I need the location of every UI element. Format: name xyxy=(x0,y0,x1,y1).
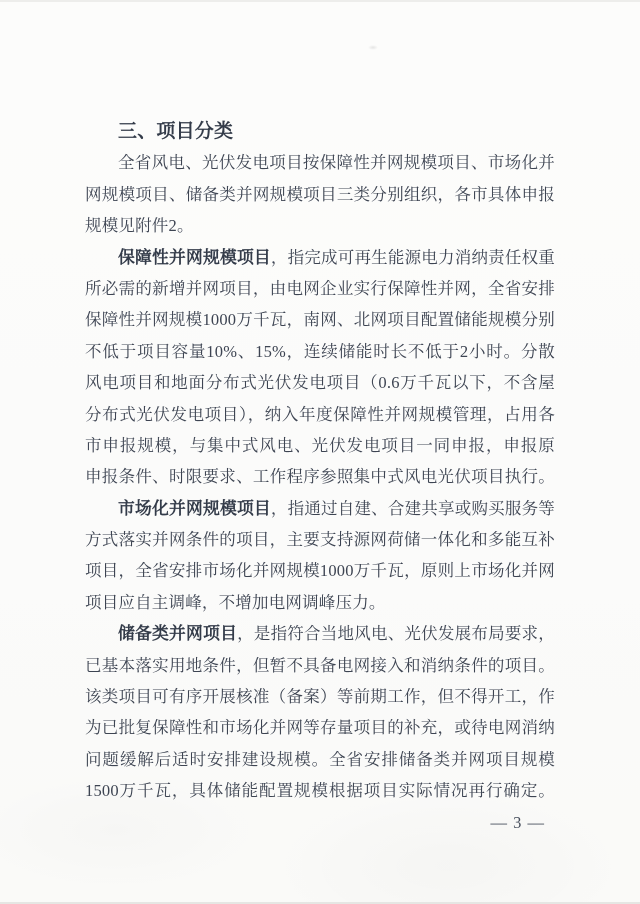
doc-line: 所必需的新增并网项目，由电网企业实行保障性并网，全省安排 xyxy=(85,278,555,298)
doc-line-text: ，是指符合当地风电、光伏发展布局要求， xyxy=(237,624,555,644)
doc-line: 分布式光伏发电项目），纳入年度保障性并网规模管理，占用各 xyxy=(85,404,555,424)
doc-line xyxy=(85,493,555,524)
doc-line: 问题缓解后适时安排建设规模。全省安排储备类并网项目规模 xyxy=(85,749,555,769)
doc-line: 已基本落实用地条件，但暂不具备电网接入和消纳条件的项目。 xyxy=(85,655,555,675)
doc-line: 市申报规模，与集中式风电、光伏发电项目一同申报，申报原 xyxy=(85,435,555,455)
doc-line: 网规模项目、储备类并网规模项目三类分别组织，各市具体申报 xyxy=(85,184,555,204)
term-lead: 储备类并网项目 xyxy=(118,624,238,644)
doc-line: 项目，全省安排市场化并网规模1000万千瓦，原则上市场化并网 xyxy=(85,561,555,581)
document-body xyxy=(85,116,555,838)
doc-line: 不低于项目容量10%、15%，连续储能时长不低于2小时。分散 xyxy=(85,341,555,361)
doc-line: 规模见附件2。 xyxy=(85,216,194,236)
doc-line xyxy=(85,618,555,649)
section-heading: 三、项目分类 xyxy=(118,121,234,142)
doc-line-text: ，指通过自建、合建共享或购买服务等 xyxy=(270,498,555,518)
scan-artifact xyxy=(368,45,378,50)
doc-line: 项目应自主调峰，不增加电网调峰压力。 xyxy=(85,592,386,612)
doc-line: 全省风电、光伏发电项目按保障性并网规模项目、市场化并 xyxy=(118,153,555,173)
doc-line xyxy=(85,242,555,273)
doc-line: 为已批复保障性和市场化并网等存量项目的补充，或待电网消纳 xyxy=(85,718,555,738)
term-lead: 市场化并网规模项目 xyxy=(118,498,271,518)
doc-line-text: ，指完成可再生能源电力消纳责任权重 xyxy=(270,247,555,267)
doc-line: 方式落实并网条件的项目，主要支持源网荷储一体化和多能互补 xyxy=(85,530,555,550)
doc-line: 申报条件、时限要求、工作程序参照集中式风电光伏项目执行。 xyxy=(85,467,555,487)
page-number: — 3 — xyxy=(490,812,545,832)
doc-line: 风电项目和地面分布式光伏发电项目（0.6万千瓦以下，不含屋 xyxy=(85,373,555,393)
doc-line: 1500万千瓦，具体储能配置规模根据项目实际情况再行确定。 xyxy=(85,781,555,801)
term-lead: 保障性并网规模项目 xyxy=(118,247,271,267)
doc-line: 保障性并网规模1000万千瓦，南网、北网项目配置储能规模分别 xyxy=(85,310,555,330)
doc-line: 该类项目可有序开展核准（备案）等前期工作，但不得开工，作 xyxy=(85,687,555,707)
